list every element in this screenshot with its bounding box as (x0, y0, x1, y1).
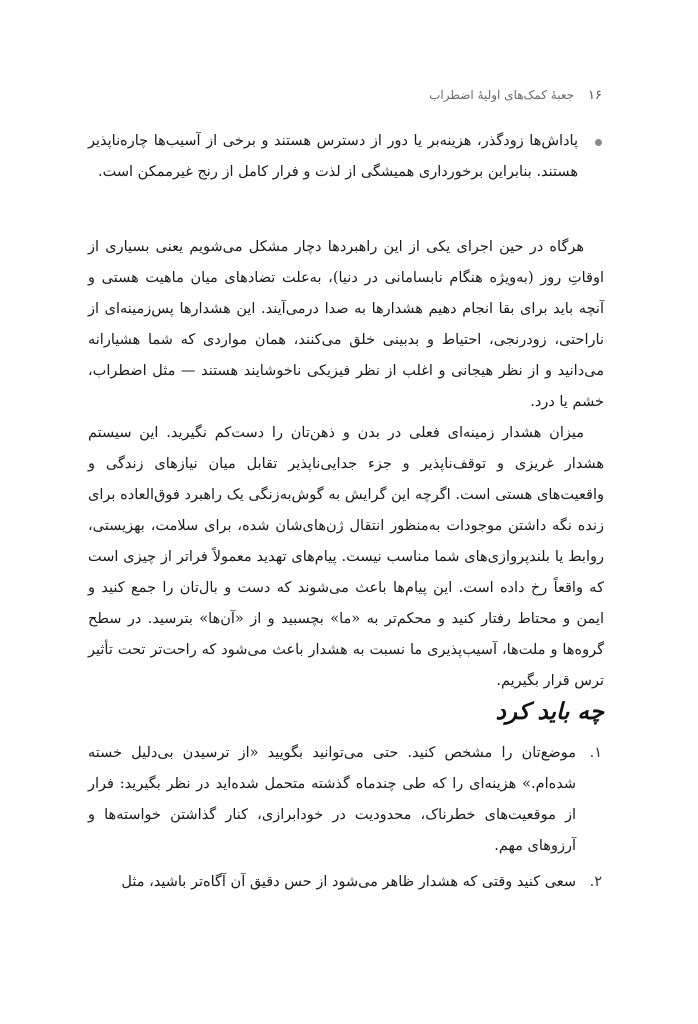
paragraph: هرگاه در حین اجرای یکی از این راهبردها دچار مشکل می‌شویم یعنی بسیاری از اوقاتِ روز (به‌ویژه هنگام نابسامانی در دنیا)، به‌علت تضادهای میان ماهیت هستی و آنچه باید برای بقا انجام دهیم هشدارها به صدا درمی‌آیند. این هشدارها پس‌زمینه‌ای از ناراحتی، زودرنجی، احتیاط و بدبینی خلق می‌کنند، همان مواردی که شما هشیارانه می‌دانید و از نظر هیجانی و اغلب از نظر فیزیکی ناخوشایند هستند — مثل اضطراب، خشم یا درد. (88, 239, 604, 410)
list-item (88, 867, 604, 898)
book-title: جعبهٔ کمک‌های اولیهٔ اضطراب (429, 88, 575, 102)
list-item-text: سعی کنید وقتی که هشدار ظاهر می‌شود از حس دقیق آن آگاه‌تر باشید، مثل (121, 874, 576, 890)
bullet-text: پاداش‌ها زودگذر، هزینه‌بر یا دور از دسترس هستند و برخی از آسیب‌ها چاره‌ناپذیر هستند. بنابراین برخورداری همیشگی از لذت و فرار کامل از رنج غیرممکن است. (88, 133, 578, 180)
list-item-number: ۲. (589, 874, 602, 890)
list-item-text: موضع‌تان را مشخص کنید. حتی می‌توانید بگویید «از ترسیدن بی‌دلیل خسته شده‌ام.» هزینه‌ای را که طی چندماه گذشته متحمل شده‌اید در نظر بگیرید: فرار از موقعیت‌های خطرناک، محدودیت در خودابرازی، کنار گذاشتن خواسته‌ها و آرزوهای مهم. (88, 745, 576, 854)
page-number: ۱۶ (588, 88, 602, 103)
bullet-point (88, 126, 604, 188)
list-item-number: ۱. (589, 745, 602, 761)
paragraph: میزان هشدار زمینه‌ای فعلی در بدن و ذهن‌تان را دست‌کم نگیرید. این سیستم هشدار غریزی و توقف‌ناپذیر و جزء جدایی‌ناپذیر تقابل میان نیازهای زندگی و واقعیت‌های هستی است. اگرچه این گرایش به گوش‌به‌زنگی یک راهبرد فوق‌العاده برای زنده نگه داشتن موجودات به‌منظور انتقال ژن‌های‌شان شده، برای سلامت، بهزیستی، روابط یا بلندپروازی‌های شما مناسب نیست. پیام‌های تهدید معمولاً فراتر از چیزی است که واقعاً رخ داده است. این پیام‌ها باعث می‌شوند که دست و بال‌تان را جمع کنید و ایمن و محتاط رفتار کنید و محکم‌تر به «ما» بچسبید و از «آن‌ها» بترسید. در سطح گروه‌ها و ملت‌ها، آسیب‌پذیری ما نسبت به هشدار باعث می‌شود که راحت‌تر تحت تأثیر ترس قرار بگیریم. (88, 425, 604, 689)
bullet-dot-icon (595, 139, 602, 146)
section-title: چه باید کرد (495, 698, 604, 725)
running-head (90, 88, 602, 103)
list-item (88, 738, 604, 862)
